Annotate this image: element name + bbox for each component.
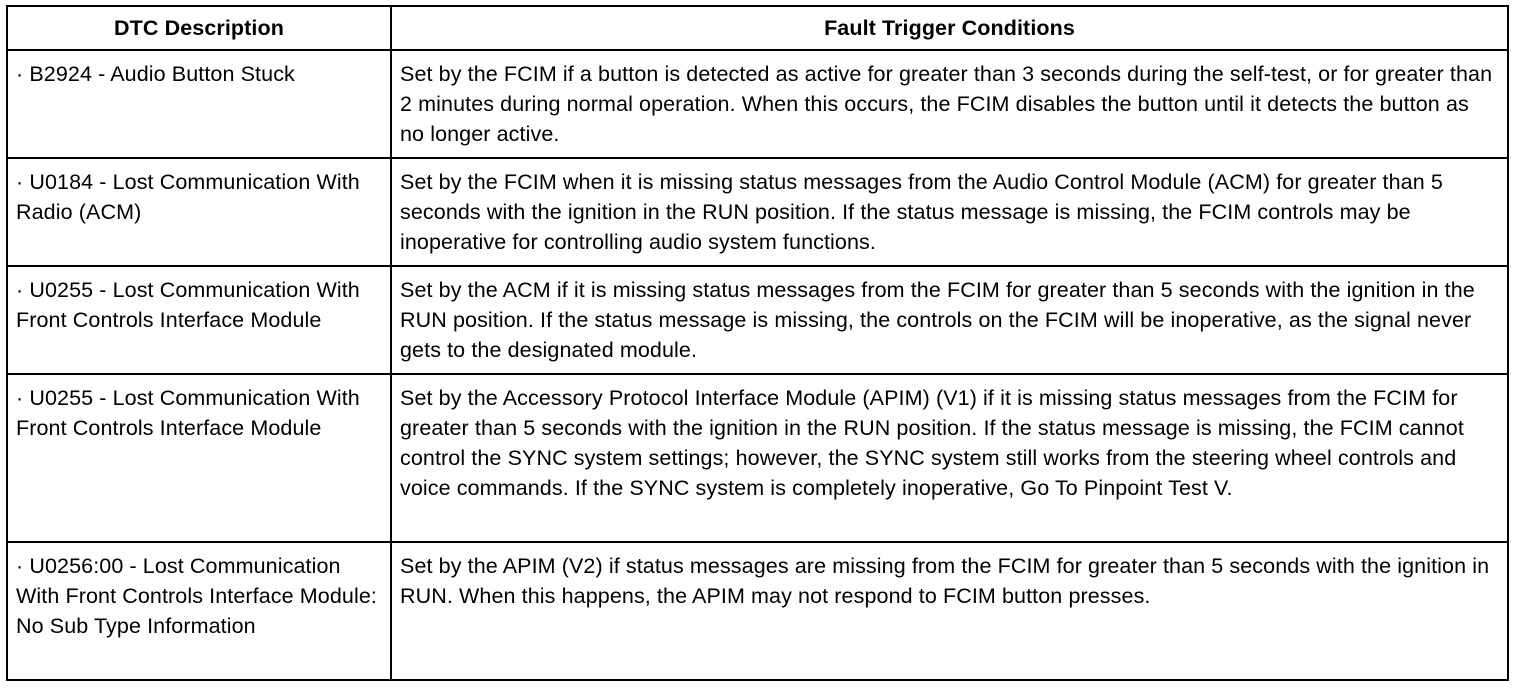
fault-cell: Set by the APIM (V2) if status messages are missing from the FCIM for greater than 5 seconds with the ignition in RUN. When this happens, the APIM may not respond to FCIM button presses. [391,542,1508,680]
header-dtc-description: DTC Description [7,6,391,50]
fault-cell: Set by the ACM if it is missing status messages from the FCIM for greater than 5 seconds with the ignition in the RUN position. If the status message is missing, the controls on the FCIM will be inoperative, as the signal never gets to the designated module. [391,266,1508,374]
dtc-table [6,5,1509,681]
fault-cell: Set by the FCIM when it is missing status messages from the Audio Control Module (ACM) for greater than 5 seconds with the ignition in the RUN position. If the status message is missing, the FCIM controls may be inoperative for controlling audio system functions. [391,158,1508,266]
dtc-cell: · B2924 - Audio Button Stuck [7,50,391,158]
dtc-cell: · U0255 - Lost Communication With Front Controls Interface Module [7,266,391,374]
fault-cell: Set by the Accessory Protocol Interface Module (APIM) (V1) if it is missing status messages from the FCIM for greater than 5 seconds with the ignition in the RUN position. If the status message is missing, the FCIM cannot control the SYNC system settings; however, the SYNC system still works from the steering wheel controls and voice commands. If the SYNC system is completely inoperative, Go To Pinpoint Test V. [391,374,1508,542]
table-header-row [7,6,1508,50]
table-row [7,50,1508,158]
dtc-cell: · U0256:00 - Lost Communication With Front Controls Interface Module: No Sub Type Information [7,542,391,680]
table-row [7,158,1508,266]
table-row [7,542,1508,680]
fault-cell: Set by the FCIM if a button is detected as active for greater than 3 seconds during the self-test, or for greater than 2 minutes during normal operation. When this occurs, the FCIM disables the button until it detects the button as no longer active. [391,50,1508,158]
header-fault-trigger-conditions: Fault Trigger Conditions [391,6,1508,50]
dtc-cell: · U0184 - Lost Communication With Radio (ACM) [7,158,391,266]
table-row [7,374,1508,542]
table-row [7,266,1508,374]
dtc-cell: · U0255 - Lost Communication With Front Controls Interface Module [7,374,391,542]
